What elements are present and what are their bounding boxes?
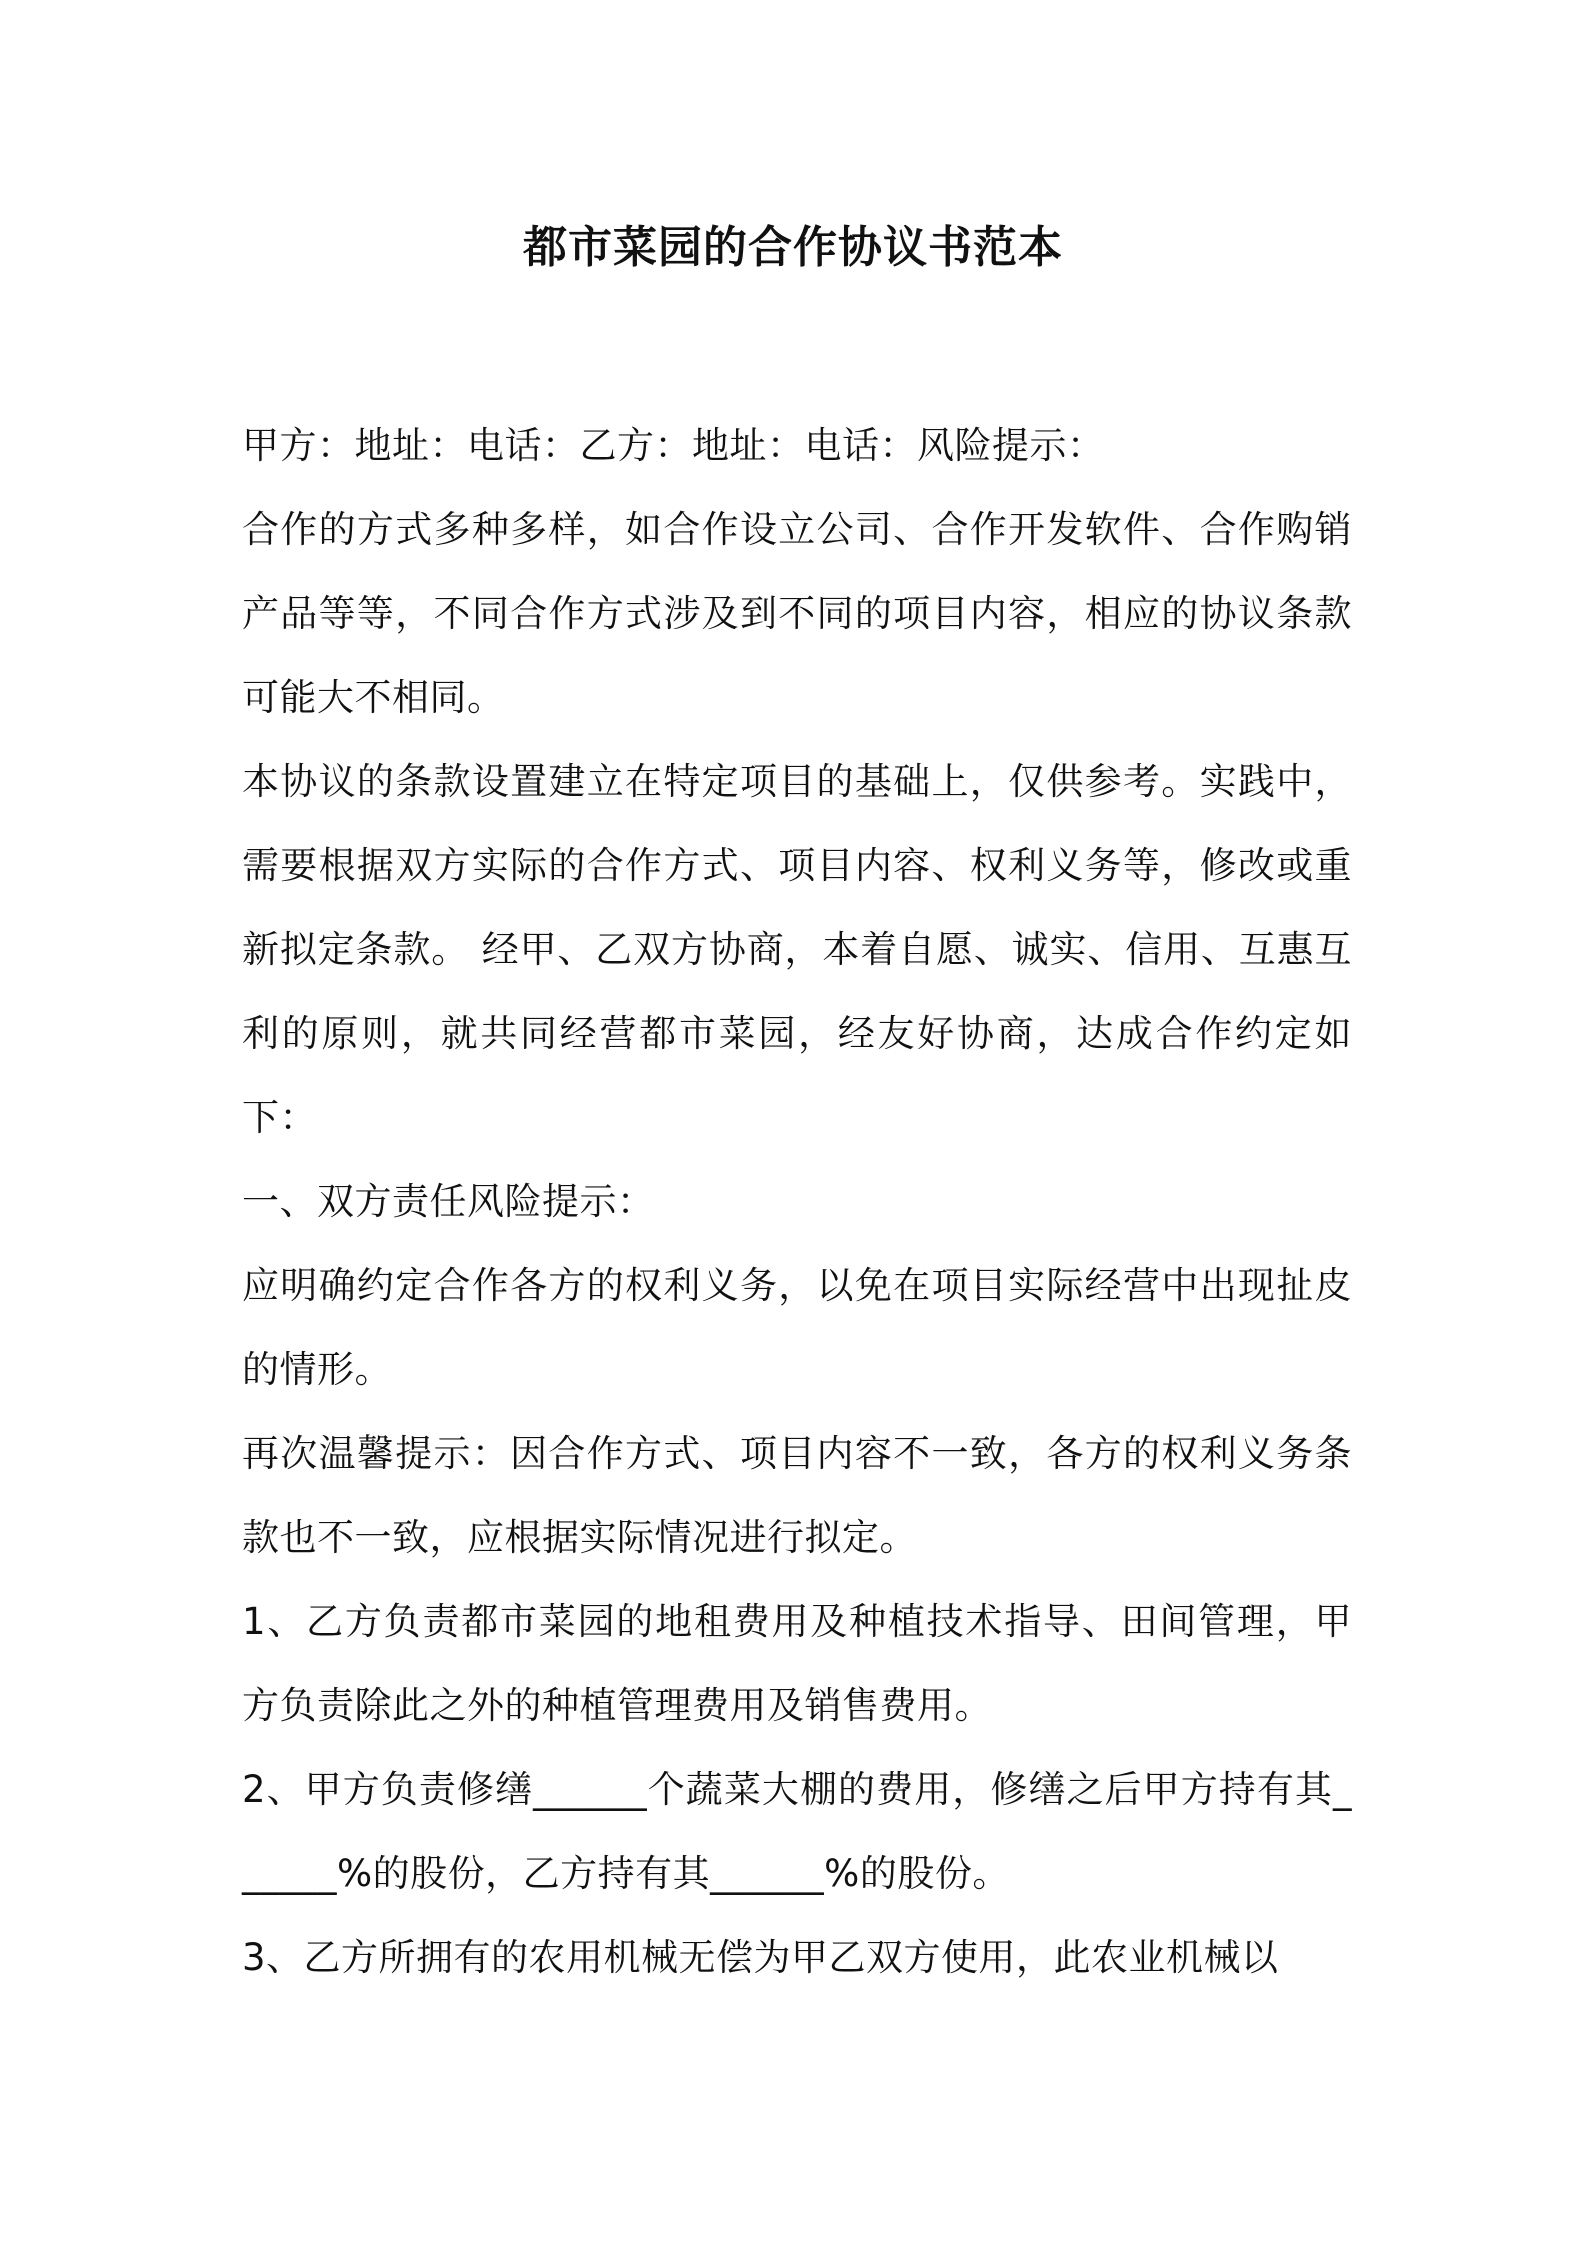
paragraph-rights-duties: 应明确约定合作各方的权利义务，以免在项目实际经营中出现扯皮的情形。 <box>242 1264 1352 1391</box>
paragraph-reference-note: 本协议的条款设置建立在特定项目的基础上，仅供参考。实践中，需要根据双方实际的合作方式、项目内容、权利义务等，修改或重新拟定条款。 经甲、乙双方协商，本着自愿、诚实、信用、互惠互利的原则，就共同经营都市菜园，经友好协商，达成合作约定如下： <box>242 760 1352 1139</box>
clause-1: 1、乙方负责都市菜园的地租费用及种植技术指导、田间管理，甲方负责除此之外的种植管理费用及销售费用。 <box>242 1600 1352 1727</box>
paragraph-cooperation-methods: 合作的方式多种多样，如合作设立公司、合作开发软件、合作购销产品等等，不同合作方式涉及到不同的项目内容，相应的协议条款可能大不相同。 <box>242 508 1352 719</box>
paragraph-reminder: 再次温馨提示：因合作方式、项目内容不一致，各方的权利义务条款也不一致，应根据实际情况进行拟定。 <box>242 1432 1352 1559</box>
clause-3: 3、乙方所拥有的农用机械无偿为甲乙双方使用，此农业机械以 <box>242 1936 1279 1979</box>
clause-2: 2、甲方负责修缮______个蔬菜大棚的费用，修缮之后甲方持有其______%的股份，乙方持有其______%的股份。 <box>242 1768 1352 1895</box>
document-body <box>242 404 1352 2000</box>
document-title: 都市菜园的合作协议书范本 <box>523 222 1063 273</box>
party-info-line: 甲方：地址：电话：乙方：地址：电话：风险提示： <box>242 424 1105 467</box>
section-heading-responsibility: 一、双方责任风险提示： <box>242 1180 655 1223</box>
